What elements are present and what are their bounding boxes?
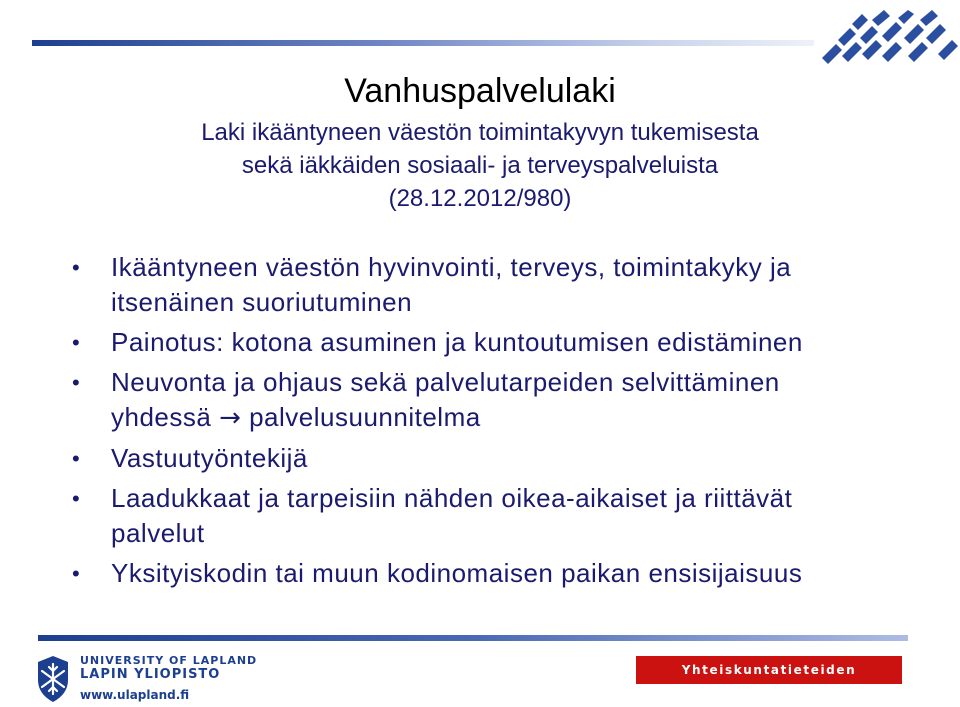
bullet-text: Yksityiskodin tai muun kodinomaisen paikan ensisijaisuus [111, 558, 803, 588]
slide-title: Vanhuspalvelulaki [344, 72, 616, 110]
bullet-text: Ikääntyneen väestön hyvinvointi, terveys, toimintakyky ja [111, 252, 792, 282]
bottom-divider [38, 635, 908, 641]
bullet-item [70, 556, 950, 591]
bullet-text-cont: itsenäinen suoriutuminen [111, 287, 413, 317]
bullet-icon: • [72, 561, 81, 586]
university-name-fi: LAPIN YLIOPISTO [80, 667, 221, 682]
bullet-text: Laadukkaat ja tarpeisiin nähden oikea-aikaiset ja riittävät [111, 483, 793, 513]
bullet-text: Vastuutyöntekijä [111, 443, 308, 473]
bullet-icon: • [72, 370, 81, 395]
bullet-list [70, 250, 950, 596]
snowflake-pattern-icon [812, 10, 960, 72]
subtitle-line-3: (28.12.2012/980) [388, 185, 572, 212]
bullet-text: Painotus: kotona asuminen ja kuntoutumisen edistäminen [111, 327, 803, 357]
bullet-icon: • [72, 486, 81, 511]
bullet-icon: • [72, 330, 81, 355]
bullet-text-cont [111, 400, 950, 436]
bullet-item [70, 325, 950, 360]
snowflake-crest-icon [34, 654, 72, 704]
bullet-item [70, 441, 950, 476]
university-name [80, 654, 257, 702]
arrow-right-icon: → [219, 403, 242, 433]
university-name-en: UNIVERSITY OF LAPLAND [80, 654, 258, 667]
bullet-item [70, 250, 950, 320]
bullet-text-cont: palvelut [111, 518, 205, 548]
bullet-text-part: yhdessä [111, 402, 220, 432]
bullet-icon: • [72, 446, 81, 471]
subtitle-line-2: sekä iäkkäiden sosiaali- ja terveyspalveluista [241, 152, 719, 179]
slide-subtitle [0, 116, 960, 215]
bullet-item [70, 481, 950, 551]
subtitle-line-1: Laki ikääntyneen väestön toimintakyvyn tukemisesta [201, 119, 759, 146]
top-divider [32, 40, 814, 46]
bullet-icon: • [72, 255, 81, 280]
bullet-item [70, 365, 950, 436]
bullet-text-part: palvelusuunnitelma [241, 402, 481, 432]
website-link[interactable]: www.ulapland.fi [80, 688, 190, 702]
faculty-badge: Yhteiskuntatieteiden tiedekunta [636, 656, 902, 684]
bullet-text: Neuvonta ja ohjaus sekä palvelutarpeiden selvittäminen [111, 367, 780, 397]
